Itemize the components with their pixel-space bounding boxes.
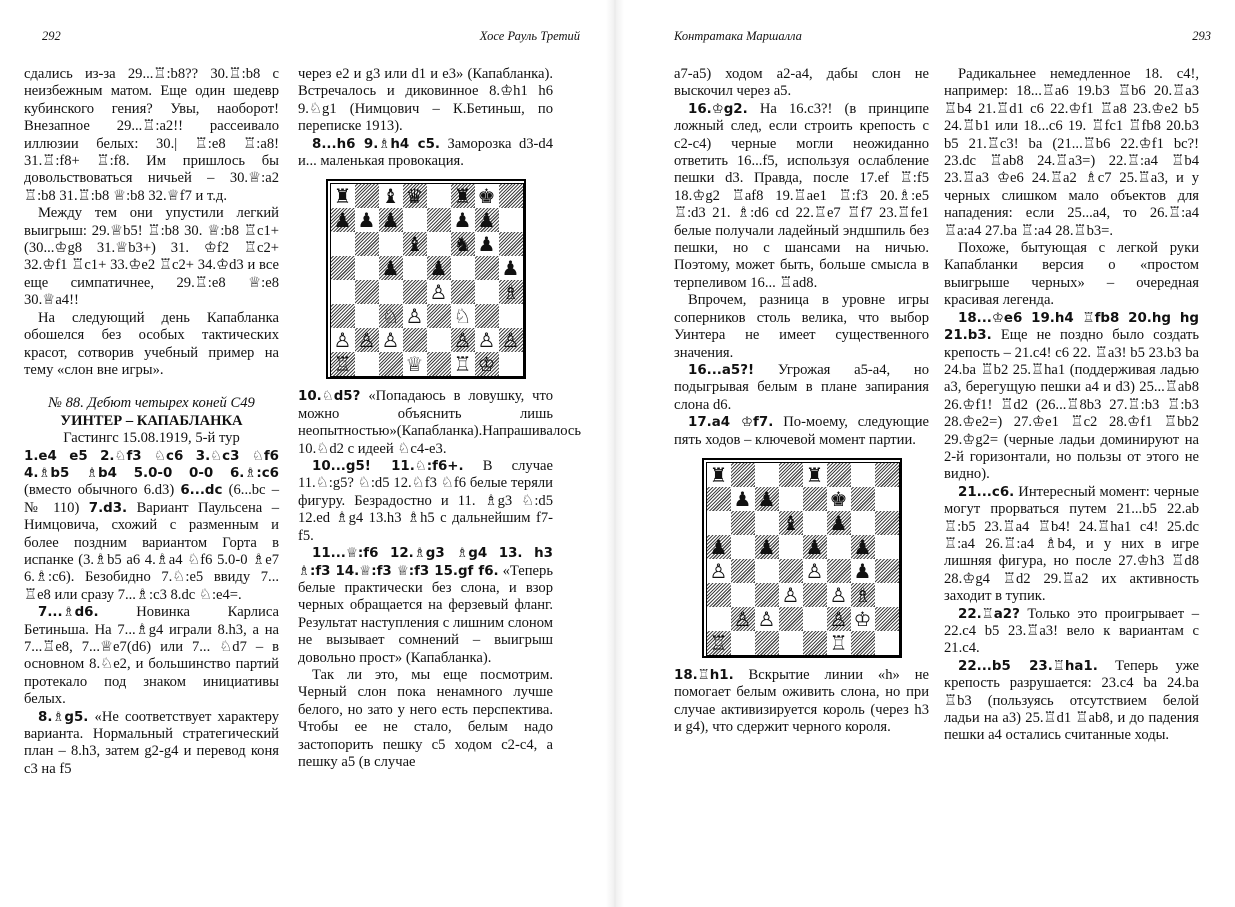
chess-piece-icon: ♟ — [477, 232, 496, 257]
chess-piece-icon: ♜ — [709, 462, 728, 487]
board-square — [707, 559, 731, 583]
chess-piece-icon: ♙ — [429, 280, 448, 305]
board-square — [755, 511, 779, 535]
board-square — [755, 559, 779, 583]
board-square — [731, 559, 755, 583]
game-players: УИНТЕР – КАПАБЛАНКА — [60, 412, 243, 429]
chess-piece-icon: ♙ — [453, 328, 472, 353]
board-square — [379, 280, 403, 304]
board-square — [499, 280, 523, 304]
board-square — [707, 535, 731, 559]
board-square — [875, 631, 899, 655]
board-square — [779, 607, 803, 631]
move-sequence: 17.a4 ♔f7. — [688, 415, 774, 431]
chess-piece-icon: ♟ — [381, 208, 400, 233]
board-square — [355, 280, 379, 304]
board-square — [355, 304, 379, 328]
chess-piece-icon: ♛ — [405, 184, 424, 209]
chess-piece-icon: ♟ — [429, 256, 448, 281]
chess-piece-icon: ♙ — [405, 304, 424, 329]
paragraph — [24, 604, 279, 708]
paragraph: Между тем они упустили легкий выигрыш: 29.♕b5! ♖:b8 30. ♕:b8 ♖c1+ (30...♔g8 31.♕b3+) 31. ♔f2 ♖c2+ 32.♔f1 ♖c1+ 33.♔e2 ♖c2+ 34.♔d3 и все еще симпатичнее, 29.♖:e8 ♕:e8 30.♕a4!! — [24, 205, 279, 309]
board-square — [875, 607, 899, 631]
chess-board-grid — [706, 462, 900, 656]
commentary: На 16.c3?! (в принципе ложный след, если строить крепость с c2-c4) черные могли неожиданно ответить 16...f5, используя ослабление пешки d3. Правда, после 17.ef ♖:f5 18.♔g2 ♖af8 19.♖ae1 ♖:f3 20.♗:e5 ♖:d3 21. ♗:d6 cd 22.♖e7 ♖f7 23.♖fe1 белые получали ладейный эндшпиль без пешки, но с шансами на ничью. Поэтому, может быть, больше смысла в терпеливом 16... ♖ad8. — [674, 100, 929, 291]
left-page — [0, 0, 600, 907]
paragraph — [24, 709, 279, 779]
page-number-right: 293 — [1192, 29, 1211, 43]
commentary: Вариант Паульсена – Нимцовича, схожий с разменным и более поздним вариантом Горта в испанке (3.♗b5 a6 4.♗a4 ♘f6 5.0-0 ♗e7 6.♗:c6). Безобидно 7.♘:e5 ввиду 7... ♖e8 или сразу 7...♗:c3 8.dc ♘:e4=. — [24, 499, 279, 603]
commentary: По-моему, следующие пять ходов – ключевой момент партии. — [674, 414, 929, 448]
board-square — [451, 256, 475, 280]
board-square — [755, 631, 779, 655]
board-square — [499, 304, 523, 328]
game-venue: Гастингс 15.08.1919, 5-й тур — [63, 430, 240, 447]
running-header-left: Хосе Рауль Третий — [479, 29, 580, 43]
board-square — [427, 256, 451, 280]
commentary: «Теперь белые практически без слона, и взор черных обращается на ферзевый фланг. Результат наступления с лишним слоном не вызывает сомнений – выигрыш довольно прост» (Капабланка). — [298, 562, 553, 666]
chess-piece-icon: ♜ — [805, 462, 824, 487]
board-square — [779, 535, 803, 559]
board-square — [779, 583, 803, 607]
board-square — [731, 487, 755, 511]
paragraph — [944, 658, 1199, 745]
board-square — [475, 232, 499, 256]
chess-piece-icon: ♟ — [853, 534, 872, 559]
board-square — [403, 232, 427, 256]
board-square — [379, 208, 403, 232]
chess-piece-icon: ♟ — [333, 208, 352, 233]
paragraph — [298, 458, 553, 545]
chess-piece-icon: ♙ — [733, 606, 752, 631]
board-square — [475, 328, 499, 352]
chess-piece-icon: ♘ — [453, 304, 472, 329]
chess-piece-icon: ♟ — [357, 208, 376, 233]
commentary: (вместо обычного 6.d3) — [24, 482, 181, 499]
board-square — [803, 487, 827, 511]
board-square — [875, 463, 899, 487]
move-sequence: 21...c6. — [958, 484, 1015, 500]
board-square — [379, 352, 403, 376]
chess-piece-icon: ♔ — [477, 352, 496, 377]
board-square — [499, 352, 523, 376]
chess-piece-icon: ♕ — [405, 352, 424, 377]
paragraph: через e2 и g3 или d1 и e3» (Капабланка). Встречалось и диковинное 8.♔h1 h6 9.♘g1 (Нимцович – К.Бетиньш, по переписке 1913). — [298, 66, 553, 135]
right-column-2 — [944, 66, 1199, 745]
board-square — [355, 352, 379, 376]
board-square — [355, 208, 379, 232]
paragraph: Так ли это, мы еще посмотрим. Черный слон пока ненамного лучше белого, но зато у него есть перспектива. Чтобы ее не стало, белым надо застопорить пешку c5 ходом c2-c4, а пешку a5 (в случае — [298, 666, 553, 770]
paragraph — [674, 414, 929, 449]
board-square — [875, 535, 899, 559]
board-square — [451, 280, 475, 304]
right-column-1 — [674, 66, 929, 737]
commentary: Интересный момент: черные могут прорваться путем 21...b5 22.ab ♖:b5 23.♖a4 ♖b4! 24.♖ha1 c4! 25.dc ♖:a4 26.♖:a4 ♗b4, и у них в игре лишняя фигура, но после 27.♔h3 ♖d8 28.♔g4 ♖d2 29.♖a2 их активность заходит в тупик. — [944, 483, 1199, 605]
commentary: Новинка Карлиса Бетиньша. На 7...♗g4 играли 8.h3, а на 7...♖e8, 7...♕e7(d6) или 7... ♘d7 – в основном 8.♘e2, и большинство партий протекало под знаком инициативы белых. — [24, 604, 279, 708]
commentary: Только это проигрывает – 22.c4 b5 23.♖a3! вело к вариантам с 21.c4. — [944, 605, 1199, 657]
board-square — [355, 232, 379, 256]
paragraph — [298, 545, 553, 667]
board-square — [827, 631, 851, 655]
commentary: Теперь уже крепость разрушается: 23.c4 ba 24.ba ♖b3 (пользуясь отсутствием белой ладьи на a3) 25.♖d1 ♖ab8, и до падения пешки a4 остались считанные ходы. — [944, 657, 1199, 744]
board-square — [779, 559, 803, 583]
chess-piece-icon: ♞ — [453, 232, 472, 257]
board-square — [779, 463, 803, 487]
board-square — [451, 304, 475, 328]
board-square — [803, 583, 827, 607]
move-sequence: 22...b5 23.♖ha1. — [958, 658, 1098, 674]
chess-piece-icon: ♟ — [709, 534, 728, 559]
board-square — [851, 559, 875, 583]
book-gutter — [606, 0, 624, 907]
paragraph — [24, 448, 279, 605]
chess-piece-icon: ♜ — [333, 184, 352, 209]
chess-diagram-1 — [326, 179, 526, 379]
chess-piece-icon: ♙ — [381, 328, 400, 353]
paragraph: Радикальнее немедленное 18. c4!, например: 18...♖a6 19.b3 ♖b6 20.♖a3 ♖b4 21.♖d1 c6 22.♔f1 ♖a8 23.♔e2 b5 24.♖b1 или 18...c6 19. ♖fc1 ♖fb8 20.b3 b5 21.♖c3! ba (21...♖b6 22.♔f1 bc?! 23.dc ♖ab8 24.♖a3=) 22.♖:a4 ♖b4 23.♖a3 ♔e6 24.♖a2 ♗c7 25.♖a3, и у черных слишком мало объектов для нападения: если 25...a4, то 26.♖:a4 ♖a:a4 27.ba ♖:a4 28.♖b3=. — [944, 66, 1199, 239]
board-square — [355, 184, 379, 208]
board-square — [403, 184, 427, 208]
paragraph: сдались из-за 29...♖:b8?? 30.♖:b8 с неизбежным матом. Еще один шедевр кубинского гения? Увы, наоборот! Внезапное 29...♖:a2!! рассеивало иллюзии белых: 30.| ♖:e8 ♖:a8! 31.♖:f8+ ♖:f8. Им пришлось бы довольствоваться ничьей – 30.♕:a2 ♖:b8 31.♖:b8 ♕:b8 32.♕f7 и т.д. — [24, 66, 279, 204]
board-square — [827, 535, 851, 559]
board-square — [803, 631, 827, 655]
chess-piece-icon: ♙ — [333, 328, 352, 353]
chess-piece-icon: ♗ — [501, 280, 520, 305]
commentary: Заморозка d3-d4 и... маленькая провокация. — [298, 135, 554, 170]
commentary: Угрожая a5-a4, но подыгрывая белым в плане запирания слона d6. — [674, 361, 929, 413]
board-square — [427, 232, 451, 256]
move-sequence: 8...h6 9.♗h4 c5. — [312, 136, 440, 152]
page-number-left: 292 — [42, 29, 61, 43]
move-sequence: 10...g5! 11.♘:f6+. — [312, 459, 464, 475]
board-square — [475, 208, 499, 232]
chess-piece-icon: ♙ — [357, 328, 376, 353]
paragraph — [944, 606, 1199, 658]
commentary: (6...bc – № 110) — [24, 482, 279, 516]
board-square — [403, 208, 427, 232]
chess-piece-icon: ♝ — [781, 510, 800, 535]
board-square — [451, 352, 475, 376]
board-square — [379, 304, 403, 328]
chess-piece-icon: ♜ — [453, 184, 472, 209]
paragraph — [674, 667, 929, 737]
board-square — [403, 304, 427, 328]
board-square — [331, 352, 355, 376]
board-square — [707, 463, 731, 487]
board-square — [475, 184, 499, 208]
board-square — [875, 559, 899, 583]
move-sequence: 7...♗d6. — [38, 605, 99, 621]
chess-piece-icon: ♖ — [709, 630, 728, 655]
move-sequence: 7.d3. — [88, 500, 128, 516]
chess-piece-icon: ♝ — [405, 232, 424, 257]
board-square — [875, 487, 899, 511]
left-column-1 — [24, 66, 279, 778]
chess-piece-icon: ♟ — [829, 510, 848, 535]
right-page — [630, 0, 1235, 907]
board-square — [803, 607, 827, 631]
board-square — [803, 559, 827, 583]
board-square — [731, 535, 755, 559]
board-square — [803, 463, 827, 487]
commentary: Вскрытие линии «h» не помогает белым оживить слона, но при случае активизируется король (через h3 и g4), что сдержит черного короля. — [674, 666, 929, 736]
board-square — [427, 184, 451, 208]
board-square — [803, 535, 827, 559]
board-square — [731, 631, 755, 655]
board-square — [499, 184, 523, 208]
board-square — [451, 232, 475, 256]
board-square — [331, 232, 355, 256]
move-sequence: 22.♖a2? — [958, 606, 1020, 622]
running-header-right: Контратака Маршалла — [674, 29, 802, 43]
chess-piece-icon: ♟ — [381, 256, 400, 281]
board-square — [355, 256, 379, 280]
move-sequence: 10.♘d5? — [298, 389, 361, 405]
board-square — [779, 631, 803, 655]
chess-piece-icon: ♖ — [829, 630, 848, 655]
board-square — [755, 607, 779, 631]
move-sequence: 8.♗g5. — [38, 709, 89, 725]
board-square — [827, 463, 851, 487]
board-square — [475, 256, 499, 280]
board-square — [379, 232, 403, 256]
board-square — [731, 583, 755, 607]
chess-piece-icon: ♙ — [805, 558, 824, 583]
board-square — [475, 280, 499, 304]
board-square — [427, 208, 451, 232]
move-sequence: 18...♔e6 19.h4 ♖fb8 20.hg hg 21.b3. — [944, 310, 1199, 344]
commentary: «Попадаюсь в ловушку, что можно объяснить лишь неопытностью»(Капабланка).Напрашивалось 10.♘d2 с идеей ♘c4-e3. — [298, 388, 582, 457]
board-square — [827, 607, 851, 631]
board-square — [755, 487, 779, 511]
board-square — [331, 184, 355, 208]
chess-piece-icon: ♙ — [757, 606, 776, 631]
chess-piece-icon: ♙ — [829, 606, 848, 631]
board-square — [827, 511, 851, 535]
chess-piece-icon: ♚ — [829, 486, 848, 511]
board-square — [851, 511, 875, 535]
board-square — [827, 559, 851, 583]
board-square — [475, 304, 499, 328]
board-square — [331, 208, 355, 232]
board-square — [403, 328, 427, 352]
commentary: «Не соответствует характеру варианта. Нормальный стратегический план – 8.h3, затем g2-g4 и перевод коня c3 на f5 — [24, 708, 279, 777]
board-square — [427, 304, 451, 328]
board-square — [499, 256, 523, 280]
board-square — [755, 463, 779, 487]
board-square — [851, 535, 875, 559]
board-square — [355, 328, 379, 352]
chess-piece-icon: ♟ — [501, 256, 520, 281]
board-square — [707, 607, 731, 631]
board-square — [379, 184, 403, 208]
left-column-2 — [298, 66, 582, 771]
board-square — [707, 631, 731, 655]
chess-piece-icon: ♟ — [853, 558, 872, 583]
board-square — [851, 487, 875, 511]
board-square — [427, 352, 451, 376]
board-square — [779, 511, 803, 535]
chess-piece-icon: ♖ — [333, 352, 352, 377]
chess-piece-icon: ♙ — [501, 328, 520, 353]
board-square — [331, 328, 355, 352]
board-square — [403, 280, 427, 304]
chess-piece-icon: ♚ — [477, 184, 496, 209]
move-sequence: 11...♕:f6 12.♗g3 ♗g4 13. h3 ♗:f3 14.♕:f3 ♕:f3 15.gf f6. — [298, 546, 553, 579]
move-sequence: 18.♖h1. — [674, 667, 734, 683]
board-square — [731, 463, 755, 487]
paragraph — [944, 310, 1199, 484]
move-sequence: 16...a5?! — [688, 362, 755, 378]
board-square — [827, 583, 851, 607]
chess-piece-icon: ♗ — [853, 582, 872, 607]
board-square — [451, 184, 475, 208]
board-square — [827, 487, 851, 511]
board-square — [331, 256, 355, 280]
board-square — [851, 607, 875, 631]
paragraph: a7-a5) ходом a2-a4, дабы слон не выскочил через a5. — [674, 66, 929, 100]
chess-piece-icon: ♙ — [477, 328, 496, 353]
chess-piece-icon: ♙ — [781, 582, 800, 607]
chess-piece-icon: ♟ — [805, 534, 824, 559]
chess-piece-icon: ♙ — [829, 582, 848, 607]
board-square — [499, 328, 523, 352]
paragraph: Впрочем, разница в уровне игры соперников столь велика, что выбор Уинтера не имеет существенного значения. — [674, 292, 929, 361]
board-square — [331, 304, 355, 328]
chess-piece-icon: ♔ — [853, 606, 872, 631]
game-title: № 88. Дебют четырех коней C49 — [48, 395, 255, 412]
paragraph: На следующий день Капабланка обошелся без особых тактических красот, сотворив учебный пример на тему «слон вне игры». — [24, 309, 279, 378]
board-square — [851, 631, 875, 655]
chess-diagram-2 — [702, 458, 902, 658]
board-square — [707, 511, 731, 535]
board-square — [779, 487, 803, 511]
move-sequence: 16.♔g2. — [688, 101, 748, 117]
board-square — [499, 208, 523, 232]
board-square — [803, 511, 827, 535]
board-square — [379, 328, 403, 352]
paragraph: Похоже, бытующая с легкой руки Капабланки версия о «простом выигрыше черных» – очередная красивая легенда. — [944, 240, 1199, 309]
board-square — [427, 328, 451, 352]
paragraph — [674, 101, 929, 292]
move-sequence: 1.e4 e5 2.♘f3 ♘c6 3.♘c3 ♘f6 4.♗b5 ♗b4 5.0-0 0-0 6.♗:c6 — [24, 448, 279, 481]
commentary: В случае 11.♘:g5? ♘:d5 12.♘f3 ♘f6 белые теряли фигуру. Безрадостно и 11. ♗g3 ♘:d5 12.ed ♗g4 13.h3 ♗h5 с дальнейшим f7-f5. — [298, 458, 553, 544]
board-square — [731, 511, 755, 535]
paragraph — [298, 388, 582, 458]
chess-piece-icon: ♝ — [381, 184, 400, 209]
board-square — [707, 487, 731, 511]
board-square — [475, 352, 499, 376]
board-square — [379, 256, 403, 280]
move-sequence: 6...dc — [180, 483, 223, 499]
commentary: Еще не поздно было создать крепость – 21.c4! c6 22. ♖a3! b5 23.b3 ba 24.ba ♖b2 25.♖ha1 (поддерживая ладью a3, берегущую пешки a4 и d3) 25...♖ab8 26.♔f1! ♖d2 (26...♖8b3 27.♖:b3 ♖:b3 28.♔e2=) 27.♔e1 ♖c2 28.♔f1 ♖bb2 29.♔g2= (черные ладьи доминируют на 2-й горизонтали, но пользы от этого не видно). — [944, 327, 1199, 483]
board-square — [451, 328, 475, 352]
chess-piece-icon: ♟ — [757, 534, 776, 559]
board-square — [427, 280, 451, 304]
board-square — [499, 232, 523, 256]
board-square — [875, 583, 899, 607]
board-square — [875, 511, 899, 535]
chess-piece-icon: ♟ — [733, 486, 752, 511]
chess-board-grid — [330, 183, 524, 377]
chess-piece-icon: ♖ — [453, 352, 472, 377]
board-square — [331, 280, 355, 304]
board-square — [707, 583, 731, 607]
chess-piece-icon: ♟ — [453, 208, 472, 233]
paragraph — [944, 484, 1199, 606]
board-square — [403, 352, 427, 376]
paragraph — [674, 362, 929, 414]
board-square — [451, 208, 475, 232]
board-square — [403, 256, 427, 280]
chess-piece-icon: ♘ — [381, 304, 400, 329]
chess-piece-icon: ♟ — [757, 486, 776, 511]
board-square — [851, 583, 875, 607]
chess-piece-icon: ♟ — [477, 208, 496, 233]
board-square — [731, 607, 755, 631]
board-square — [755, 583, 779, 607]
board-square — [851, 463, 875, 487]
board-square — [755, 535, 779, 559]
paragraph — [298, 136, 553, 171]
chess-piece-icon: ♙ — [709, 558, 728, 583]
